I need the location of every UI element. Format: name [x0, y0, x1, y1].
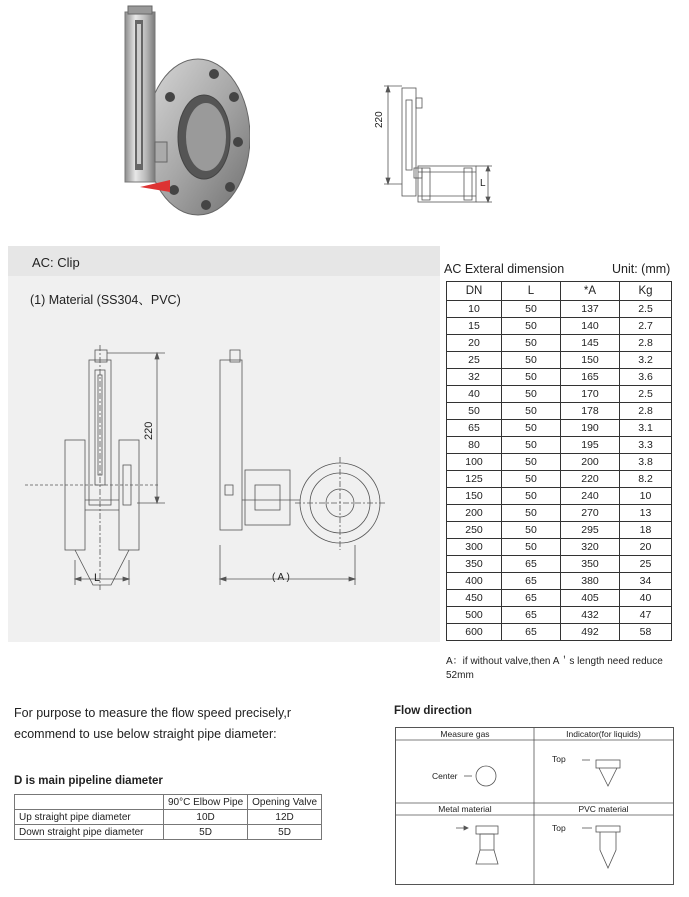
header-l: L — [502, 282, 561, 301]
dimension-cell: 320 — [561, 539, 620, 556]
dimension-cell: 178 — [561, 403, 620, 420]
dimension-cell: 50 — [502, 471, 561, 488]
table-row — [447, 335, 672, 352]
dimension-cell: 150 — [561, 352, 620, 369]
small-dim-220-label: 220 — [374, 111, 385, 128]
flow-top-label-2: Top — [552, 823, 566, 833]
dimension-cell: 32 — [447, 369, 502, 386]
pipe-table-title: D is main pipeline diameter — [14, 775, 163, 787]
table-row — [447, 420, 672, 437]
dimension-cell: 50 — [502, 539, 561, 556]
dimension-cell: 140 — [561, 318, 620, 335]
flow-center-label: Center — [432, 771, 458, 781]
dimension-cell: 3.3 — [620, 437, 672, 454]
pipe-table-header — [15, 795, 322, 810]
dimension-cell: 50 — [502, 335, 561, 352]
pipe-row-label: Down straight pipe diameter — [15, 825, 164, 840]
table-row — [447, 403, 672, 420]
dimension-cell: 65 — [502, 607, 561, 624]
dimension-cell: 65 — [502, 624, 561, 641]
dimension-cell: 50 — [502, 386, 561, 403]
flow-header-metal: Metal material — [438, 804, 492, 814]
dimension-cell: 25 — [620, 556, 672, 573]
pipe-cell: 10D — [164, 810, 248, 825]
section-title: AC: Clip — [32, 255, 80, 270]
dimension-cell: 8.2 — [620, 471, 672, 488]
dimension-cell: 405 — [561, 590, 620, 607]
table-row — [447, 505, 672, 522]
dimension-cell: 50 — [502, 437, 561, 454]
pipe-cell: 5D — [248, 825, 322, 840]
dimension-cell: 25 — [447, 352, 502, 369]
dimension-cell: 450 — [447, 590, 502, 607]
dimension-cell: 432 — [561, 607, 620, 624]
dimension-cell: 50 — [502, 403, 561, 420]
dimension-cell: 34 — [620, 573, 672, 590]
dimension-cell: 2.7 — [620, 318, 672, 335]
pipe-header-empty — [15, 795, 164, 810]
dimension-cell: 3.6 — [620, 369, 672, 386]
dimension-cell: 65 — [447, 420, 502, 437]
pipe-row-label: Up straight pipe diameter — [15, 810, 164, 825]
pipe-cell: 12D — [248, 810, 322, 825]
product-photo — [110, 2, 250, 217]
flow-top-label-1: Top — [552, 754, 566, 764]
dim-220-label: 220 — [143, 421, 155, 440]
dimension-cell: 220 — [561, 471, 620, 488]
header-a: *A — [561, 282, 620, 301]
pipe-cell: 5D — [164, 825, 248, 840]
dimension-table — [446, 281, 672, 641]
dim-L-label: L — [94, 572, 101, 584]
dimension-cell: 250 — [447, 522, 502, 539]
table-row — [447, 607, 672, 624]
recommendation-line-2: ecommend to use below straight pipe diameter: — [14, 727, 277, 741]
dimension-cell: 3.2 — [620, 352, 672, 369]
dimension-cell: 2.8 — [620, 403, 672, 420]
dimension-cell: 50 — [502, 488, 561, 505]
table-row — [15, 825, 322, 840]
pipe-table — [14, 794, 322, 840]
dimension-cell: 20 — [447, 335, 502, 352]
dimension-cell: 65 — [502, 590, 561, 607]
dimension-cell: 3.8 — [620, 454, 672, 471]
small-dim-L-label: L — [480, 178, 486, 189]
table-row — [447, 386, 672, 403]
dimension-cell: 50 — [502, 505, 561, 522]
dimension-cell: 13 — [620, 505, 672, 522]
header-dn: DN — [447, 282, 502, 301]
table-row — [447, 318, 672, 335]
dimension-cell: 3.1 — [620, 420, 672, 437]
dimension-cell: 80 — [447, 437, 502, 454]
material-label: (1) Material (SS304、PVC) — [30, 293, 181, 307]
dimension-cell: 65 — [502, 573, 561, 590]
dimension-cell: 137 — [561, 301, 620, 318]
dimension-cell: 195 — [561, 437, 620, 454]
dimension-cell: 20 — [620, 539, 672, 556]
dimension-cell: 240 — [561, 488, 620, 505]
flow-header-pvc: PVC material — [578, 804, 629, 814]
dimension-cell: 65 — [502, 556, 561, 573]
dimension-cell: 50 — [502, 369, 561, 386]
flow-header-indicator: Indicator(for liquids) — [566, 729, 641, 739]
dimension-cell: 600 — [447, 624, 502, 641]
dimension-cell: 50 — [502, 420, 561, 437]
dimension-cell: 50 — [502, 522, 561, 539]
dimension-cell: 165 — [561, 369, 620, 386]
recommendation-line-1: For purpose to measure the flow speed precisely,r — [14, 706, 291, 720]
dim-A-label: ( A ) — [272, 572, 290, 583]
dimension-cell: 200 — [561, 454, 620, 471]
dimension-cell: 300 — [447, 539, 502, 556]
dimension-cell: 2.5 — [620, 386, 672, 403]
table-row — [447, 437, 672, 454]
table-row — [447, 624, 672, 641]
dimension-cell: 295 — [561, 522, 620, 539]
table-row — [447, 556, 672, 573]
table-row — [447, 454, 672, 471]
table-row — [447, 573, 672, 590]
dimension-cell: 2.8 — [620, 335, 672, 352]
flow-direction-grid — [395, 727, 674, 885]
dimension-cell: 100 — [447, 454, 502, 471]
dimension-cell: 400 — [447, 573, 502, 590]
dimension-cell: 50 — [502, 318, 561, 335]
dimension-cell: 350 — [561, 556, 620, 573]
dimension-cell: 350 — [447, 556, 502, 573]
header-kg: Kg — [620, 282, 672, 301]
dimension-cell: 50 — [502, 352, 561, 369]
table-row — [447, 488, 672, 505]
dimension-cell: 40 — [447, 386, 502, 403]
dimension-table-unit: Unit: (mm) — [612, 262, 671, 276]
table-row — [447, 301, 672, 318]
dimension-cell: 15 — [447, 318, 502, 335]
table-row — [447, 590, 672, 607]
flow-header-measure-gas: Measure gas — [440, 729, 490, 739]
dimension-cell: 50 — [447, 403, 502, 420]
table-row — [447, 471, 672, 488]
technical-drawing — [25, 345, 420, 595]
dimension-table-title: AC Exteral dimension — [444, 262, 565, 276]
table-row — [447, 522, 672, 539]
dimension-cell: 58 — [620, 624, 672, 641]
table-row — [15, 810, 322, 825]
flow-direction-title: Flow direction — [394, 705, 472, 717]
dimension-cell: 47 — [620, 607, 672, 624]
dimension-cell: 18 — [620, 522, 672, 539]
dimension-cell: 10 — [620, 488, 672, 505]
dimension-cell: 380 — [561, 573, 620, 590]
dimension-cell: 10 — [447, 301, 502, 318]
table-row — [447, 369, 672, 386]
table-row — [447, 352, 672, 369]
dimension-table-header — [447, 282, 672, 301]
pipe-header-valve: Opening Valve — [248, 795, 322, 810]
dimension-cell: 492 — [561, 624, 620, 641]
dimension-note: A：if without valve,then A＇s length need reduce 52mm — [446, 656, 663, 681]
dimension-cell: 50 — [502, 301, 561, 318]
dimension-cell: 40 — [620, 590, 672, 607]
pipe-header-elbow: 90°C Elbow Pipe — [164, 795, 248, 810]
dimension-cell: 200 — [447, 505, 502, 522]
dimension-cell: 145 — [561, 335, 620, 352]
dimension-cell: 2.5 — [620, 301, 672, 318]
dimension-cell: 190 — [561, 420, 620, 437]
dimension-cell: 150 — [447, 488, 502, 505]
recommendation-text — [14, 703, 334, 745]
dimension-cell: 125 — [447, 471, 502, 488]
dimension-cell: 170 — [561, 386, 620, 403]
dimension-cell: 270 — [561, 505, 620, 522]
table-row — [447, 539, 672, 556]
dimension-cell: 50 — [502, 454, 561, 471]
dimension-cell: 500 — [447, 607, 502, 624]
